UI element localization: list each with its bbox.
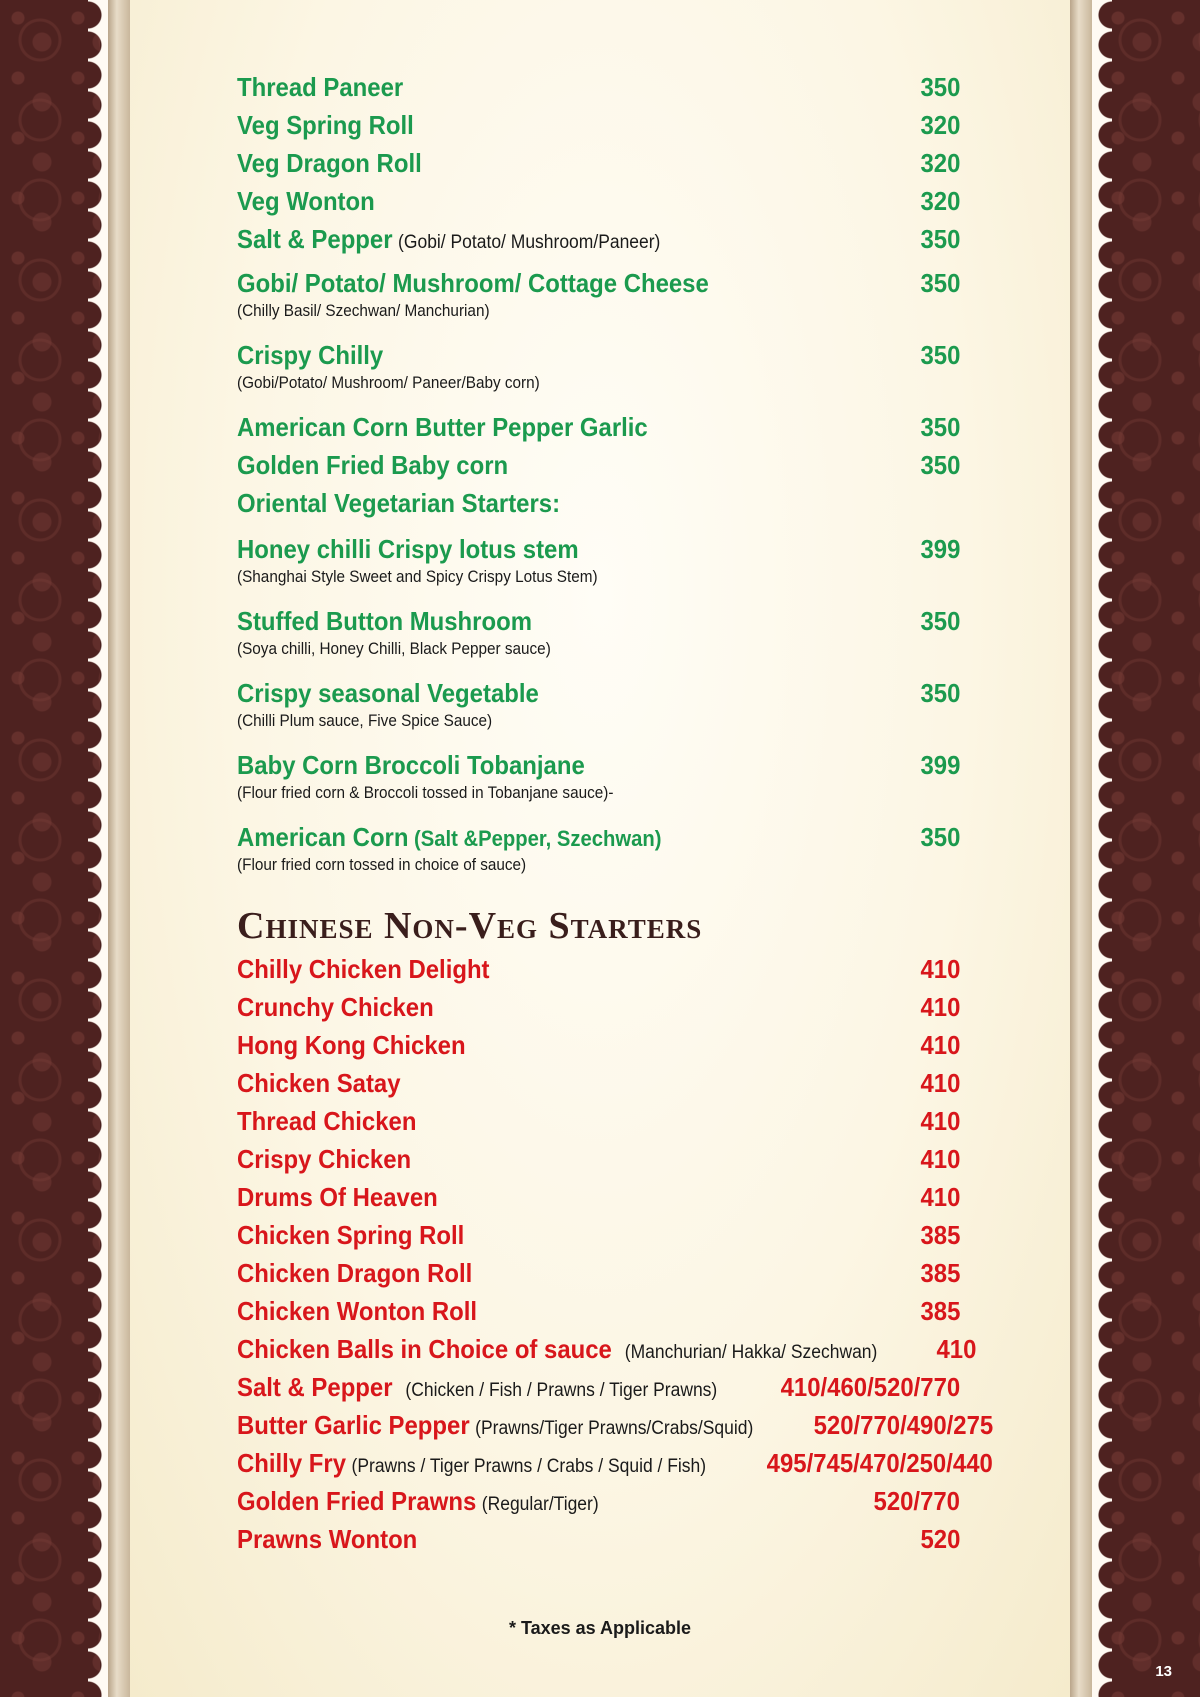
item-price: 410 <box>920 1030 960 1060</box>
menu-item <box>237 110 960 148</box>
item-price: 520 <box>920 1524 960 1554</box>
item-name: Prawns Wonton <box>237 1524 418 1554</box>
item-name: Veg Wonton <box>237 186 375 216</box>
item-name: Hong Kong Chicken <box>237 1030 466 1060</box>
item-price: 520/770/490/275 <box>813 1410 994 1440</box>
menu-item <box>237 1486 960 1524</box>
menu-item <box>237 1182 960 1220</box>
menu-content <box>237 72 994 1562</box>
item-price: 320 <box>920 186 960 216</box>
page-number: 13 <box>1155 1663 1172 1680</box>
item-name: Thread Chicken <box>237 1106 417 1136</box>
item-name-with-note <box>237 1448 706 1479</box>
menu-item <box>237 606 960 638</box>
menu-item <box>237 1220 960 1258</box>
item-price: 350 <box>920 450 960 480</box>
menu-item <box>237 412 960 450</box>
item-price: 410 <box>920 1182 960 1212</box>
menu-item <box>237 1524 960 1562</box>
menu-item <box>237 1030 960 1068</box>
oriental-heading: Oriental Vegetarian Starters: <box>237 488 561 518</box>
taxes-footnote: * Taxes as Applicable <box>508 1618 692 1638</box>
menu-item <box>237 340 960 372</box>
item-price: 410 <box>920 1144 960 1174</box>
menu-item <box>237 678 960 710</box>
item-name: Honey chilli Crispy lotus stem <box>237 534 579 564</box>
item-note: (Prawns/Tiger Prawns/Crabs/Squid) <box>475 1418 754 1439</box>
menu-item <box>237 268 960 300</box>
item-name: Salt & Pepper <box>237 224 393 254</box>
item-note: (Manchurian/ Hakka/ Szechwan) <box>624 1342 878 1363</box>
item-name: Veg Spring Roll <box>237 110 414 140</box>
menu-item <box>237 450 960 488</box>
item-price: 410 <box>920 1068 960 1098</box>
menu-item <box>237 1448 993 1486</box>
item-name: Golden Fried Prawns <box>237 1486 477 1516</box>
menu-item <box>237 750 960 782</box>
item-name: Salt & Pepper <box>237 1372 393 1402</box>
menu-item <box>237 1334 977 1372</box>
menu-item <box>237 1106 960 1144</box>
item-name: Chicken Balls in Choice of sauce <box>237 1334 612 1364</box>
item-price: 320 <box>920 148 960 178</box>
item-price: 410/460/520/770 <box>780 1372 960 1402</box>
item-description: (Chilli Plum sauce, Five Spice Sauce) <box>237 711 493 730</box>
menu-item <box>237 1144 960 1182</box>
item-price: 520/770 <box>873 1486 960 1516</box>
item-name-with-note <box>237 822 661 853</box>
menu-item <box>237 1372 960 1410</box>
item-name: Crunchy Chicken <box>237 992 434 1022</box>
item-price: 410 <box>920 954 960 984</box>
item-description: (Flour fried corn tossed in choice of sauce) <box>237 855 527 874</box>
item-name: Drums Of Heaven <box>237 1182 438 1212</box>
item-description: (Flour fried corn & Broccoli tossed in Tobanjane sauce)- <box>237 783 614 802</box>
item-price: 350 <box>920 72 960 102</box>
section-subheading <box>237 488 960 534</box>
gold-band-left <box>108 0 130 1697</box>
item-name: Veg Dragon Roll <box>237 148 422 178</box>
item-name-with-note <box>237 224 660 255</box>
item-name-with-note <box>237 1334 877 1365</box>
item-price: 350 <box>920 822 960 852</box>
item-price: 399 <box>920 534 960 564</box>
item-note: (Chicken / Fish / Prawns / Tiger Prawns) <box>405 1380 718 1401</box>
item-price: 495/745/470/250/440 <box>766 1448 993 1478</box>
menu-item <box>237 992 960 1030</box>
item-price: 385 <box>920 1296 960 1326</box>
item-name: Chilly Fry <box>237 1448 347 1478</box>
item-price: 410 <box>920 992 960 1022</box>
item-name: Butter Garlic Pepper <box>237 1410 470 1440</box>
item-name: Baby Corn Broccoli Tobanjane <box>237 750 585 780</box>
item-name: American Corn <box>237 822 409 852</box>
item-name: Stuffed Button Mushroom <box>237 606 532 636</box>
menu-item <box>237 1068 960 1106</box>
item-price: 385 <box>920 1258 960 1288</box>
item-name: American Corn Butter Pepper Garlic <box>237 412 648 442</box>
item-price: 410 <box>936 1334 977 1364</box>
menu-item <box>237 186 960 224</box>
item-name: Chicken Satay <box>237 1068 401 1098</box>
menu-item <box>237 224 960 268</box>
gold-band-right <box>1070 0 1092 1697</box>
item-name: Crispy seasonal Vegetable <box>237 678 539 708</box>
menu-item <box>237 822 960 854</box>
menu-item <box>237 72 960 110</box>
item-price: 320 <box>920 110 960 140</box>
item-price: 350 <box>920 606 960 636</box>
item-price: 350 <box>920 340 960 370</box>
item-description: (Soya chilli, Honey Chilli, Black Pepper sauce) <box>237 639 551 658</box>
item-price: 350 <box>920 224 960 254</box>
item-name: Crispy Chicken <box>237 1144 412 1174</box>
menu-item <box>237 148 960 186</box>
item-note: (Prawns / Tiger Prawns / Crabs / Squid / Fish) <box>351 1456 707 1477</box>
item-price: 350 <box>920 412 960 442</box>
item-name: Chicken Wonton Roll <box>237 1296 478 1326</box>
item-name: Gobi/ Potato/ Mushroom/ Cottage Cheese <box>237 268 709 298</box>
item-name: Golden Fried Baby corn <box>237 450 509 480</box>
item-name: Crispy Chilly <box>237 340 384 370</box>
item-name: Chicken Spring Roll <box>237 1220 465 1250</box>
item-description: (Chilly Basil/ Szechwan/ Manchurian) <box>237 301 490 320</box>
menu-item <box>237 954 960 992</box>
item-description: (Gobi/Potato/ Mushroom/ Paneer/Baby corn) <box>237 373 540 392</box>
item-name: Thread Paneer <box>237 72 404 102</box>
item-name-with-note <box>237 1372 717 1403</box>
item-description: (Shanghai Style Sweet and Spicy Crispy Lotus Stem) <box>237 567 598 586</box>
item-name: Chicken Dragon Roll <box>237 1258 473 1288</box>
item-note: (Regular/Tiger) <box>481 1494 599 1515</box>
item-price: 350 <box>920 268 960 298</box>
item-price: 410 <box>920 1106 960 1136</box>
item-name-with-note <box>237 1410 753 1441</box>
item-name: Chilly Chicken Delight <box>237 954 490 984</box>
menu-item <box>237 1296 960 1334</box>
section-heading: Chinese Non-Veg Starters <box>237 905 703 947</box>
item-price: 350 <box>920 678 960 708</box>
menu-item <box>237 534 960 566</box>
item-note: (Gobi/ Potato/ Mushroom/Paneer) <box>398 232 661 253</box>
menu-item <box>237 1410 994 1448</box>
decorative-border-right <box>1100 0 1200 1697</box>
item-name-with-note <box>237 1486 599 1517</box>
item-price: 399 <box>920 750 960 780</box>
item-note: (Salt &Pepper, Szechwan) <box>413 826 662 851</box>
menu-item <box>237 1258 960 1296</box>
decorative-border-left <box>0 0 100 1697</box>
item-price: 385 <box>920 1220 960 1250</box>
